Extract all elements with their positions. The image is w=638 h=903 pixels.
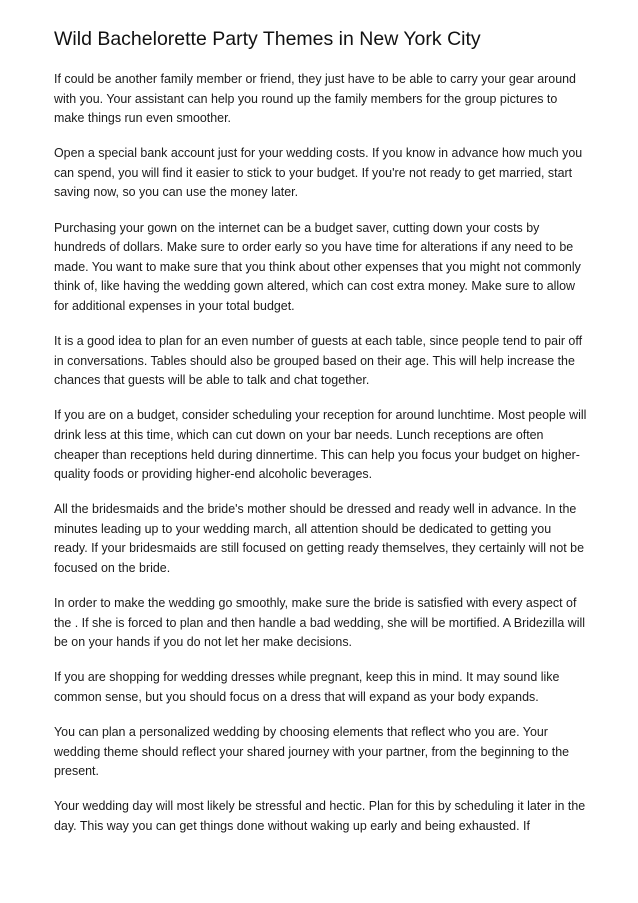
paragraph-7: In order to make the wedding go smoothly, make sure the bride is satisfied with every aspect of the . If she is forced to plan and then handle a bad wedding, she will be mortified. A Bridezilla will be on your hands if you do not let her make decisions. xyxy=(54,596,585,650)
paragraph-10: Your wedding day will most likely be stressful and hectic. Plan for this by scheduling it later in the day. This way you can get things done without waking up early and being exhausted. If xyxy=(54,799,586,833)
paragraph-2: Open a special bank account just for your wedding costs. If you know in advance how much you can spend, you will find it easier to stick to your budget. If you're not ready to get married, start saving now, so you can use the money later. xyxy=(54,146,583,200)
paragraph-8: If you are shopping for wedding dresses while pregnant, keep this in mind. It may sound like common sense, but you should focus on a dress that will expand as your body expands. xyxy=(54,670,560,704)
paragraph-9: You can plan a personalized wedding by choosing elements that reflect who you are. Your wedding theme should reflect your shared journey with your partner, from the beginning to the present. xyxy=(54,725,570,779)
document-title: Wild Bachelorette Party Themes in New York City xyxy=(54,28,481,50)
paragraph-5: If you are on a budget, consider scheduling your reception for around lunchtime. Most people will drink less at this time, which can cut down on your bar needs. Lunch receptions are often cheaper than receptions held during dinnertime. This can help you focus your budget on higher-quality foods or providing higher-end alcoholic beverages. xyxy=(54,408,587,482)
document-page xyxy=(54,26,588,852)
paragraph-6: All the bridesmaids and the bride's mother should be dressed and ready well in advance. In the minutes leading up to your wedding march, all attention should be dedicated to getting you ready. If your bridesmaids are still focused on getting ready themselves, they certainly will not be focused on the bride. xyxy=(54,502,585,575)
paragraph-4: It is a good idea to plan for an even number of guests at each table, since people tend to pair off in conversations. Tables should also be grouped based on their age. This will help increase the chances that guests will be able to talk and chat together. xyxy=(54,334,583,388)
paragraph-1: If could be another family member or friend, they just have to be able to carry your gear around with you. Your assistant can help you round up the family members for the group pictures to make things run even smoother. xyxy=(54,72,576,126)
paragraph-3: Purchasing your gown on the internet can be a budget saver, cutting down your costs by hundreds of dollars. Make sure to order early so you have time for alterations if any need to be made. You want to make sure that you think about other expenses that you might not commonly think of, like having the wedding gown altered, which can cost extra money. Make sure to allow for additional expenses in your total budget. xyxy=(54,220,581,313)
